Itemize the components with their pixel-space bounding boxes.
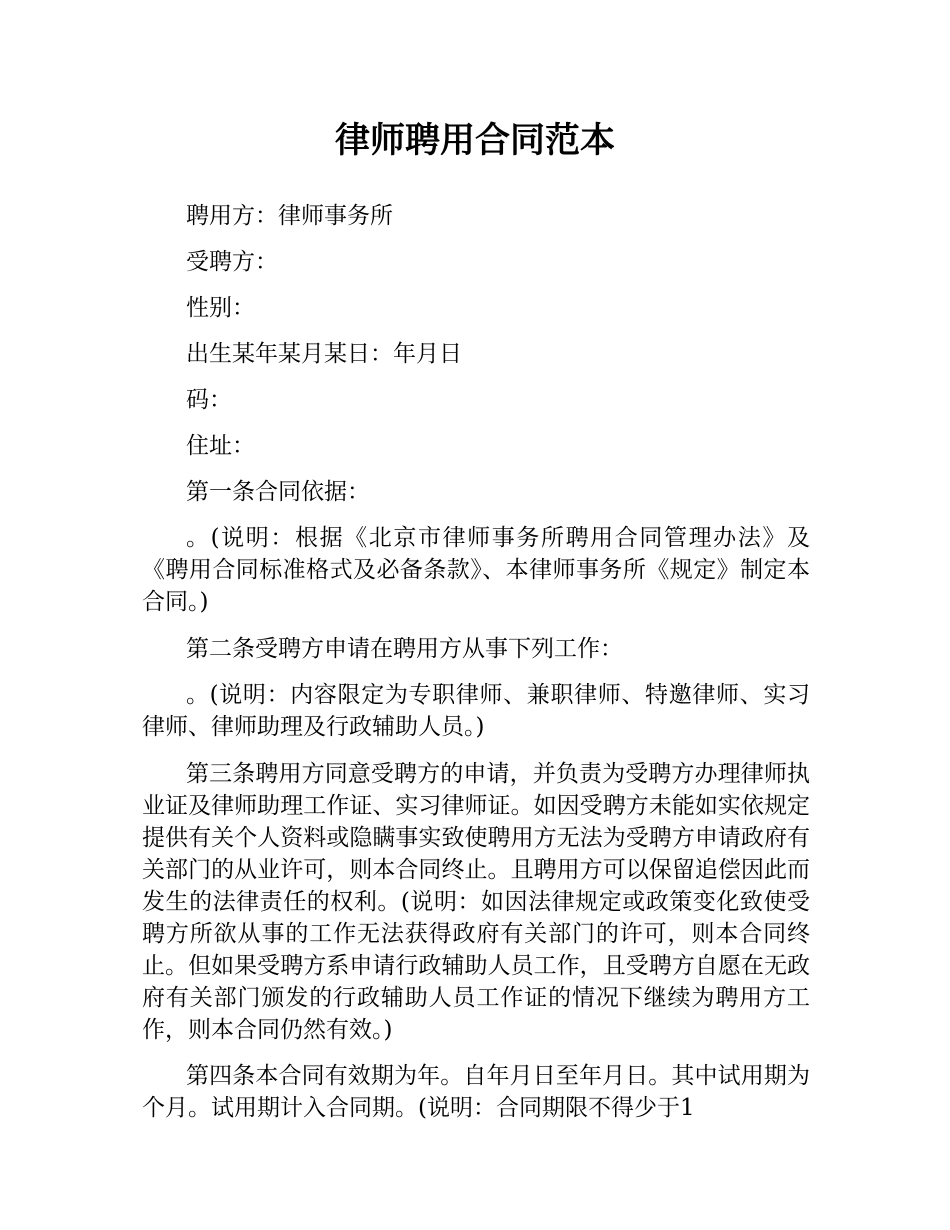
paragraph-article-1-heading: 第一条合同依据： [186,479,370,505]
paragraph-address: 住址： [186,433,255,459]
paragraph-gender: 性别： [186,295,255,321]
paragraph-article-2-heading: 第二条受聘方申请在聘用方从事下列工作： [186,635,623,662]
document-body [142,200,810,1139]
paragraph-birth-date: 出生某年某月某日：年月日 [186,341,462,367]
paragraph-article-1-note: 。(说明：根据《北京市律师事务所聘用合同管理办法》及《聘用合同标准格式及必备条款》、本律师事务所《规定》制定本合同。) [142,525,810,615]
paragraph-id-code: 码： [186,387,232,413]
paragraph-article-4: 第四条本合同有效期为年。自年月日至年月日。其中试用期为个月。试用期计入合同期。(说明：合同期限不得少于1 [142,1063,810,1121]
paragraph-employer: 聘用方：律师事务所 [186,203,393,229]
paragraph-article-3: 第三条聘用方同意受聘方的申请，并负责为受聘方办理律师执业证及律师助理工作证、实习律师证。如因受聘方未能如实依规定提供有关个人资料或隐瞒事实致使聘用方无法为受聘方申请政府有关部门的从业许可，则本合同终止。且聘用方可以保留追偿因此而发生的法律责任的权利。(说明：如因法律规定或政策变化致使受聘方所欲从事的工作无法获得政府有关部门的许可，则本合同终止。但如果受聘方系申请行政辅助人员工作，且受聘方自愿在无政府有关部门颁发的行政辅助人员工作证的情况下继续为聘用方工作，则本合同仍然有效。) [142,760,810,1043]
paragraph-article-2-note: 。(说明：内容限定为专职律师、兼职律师、特邀律师、实习律师、律师助理及行政辅助人员。) [142,682,810,740]
document-title: 律师聘用合同范本 [334,121,615,161]
paragraph-employee: 受聘方： [186,249,278,275]
